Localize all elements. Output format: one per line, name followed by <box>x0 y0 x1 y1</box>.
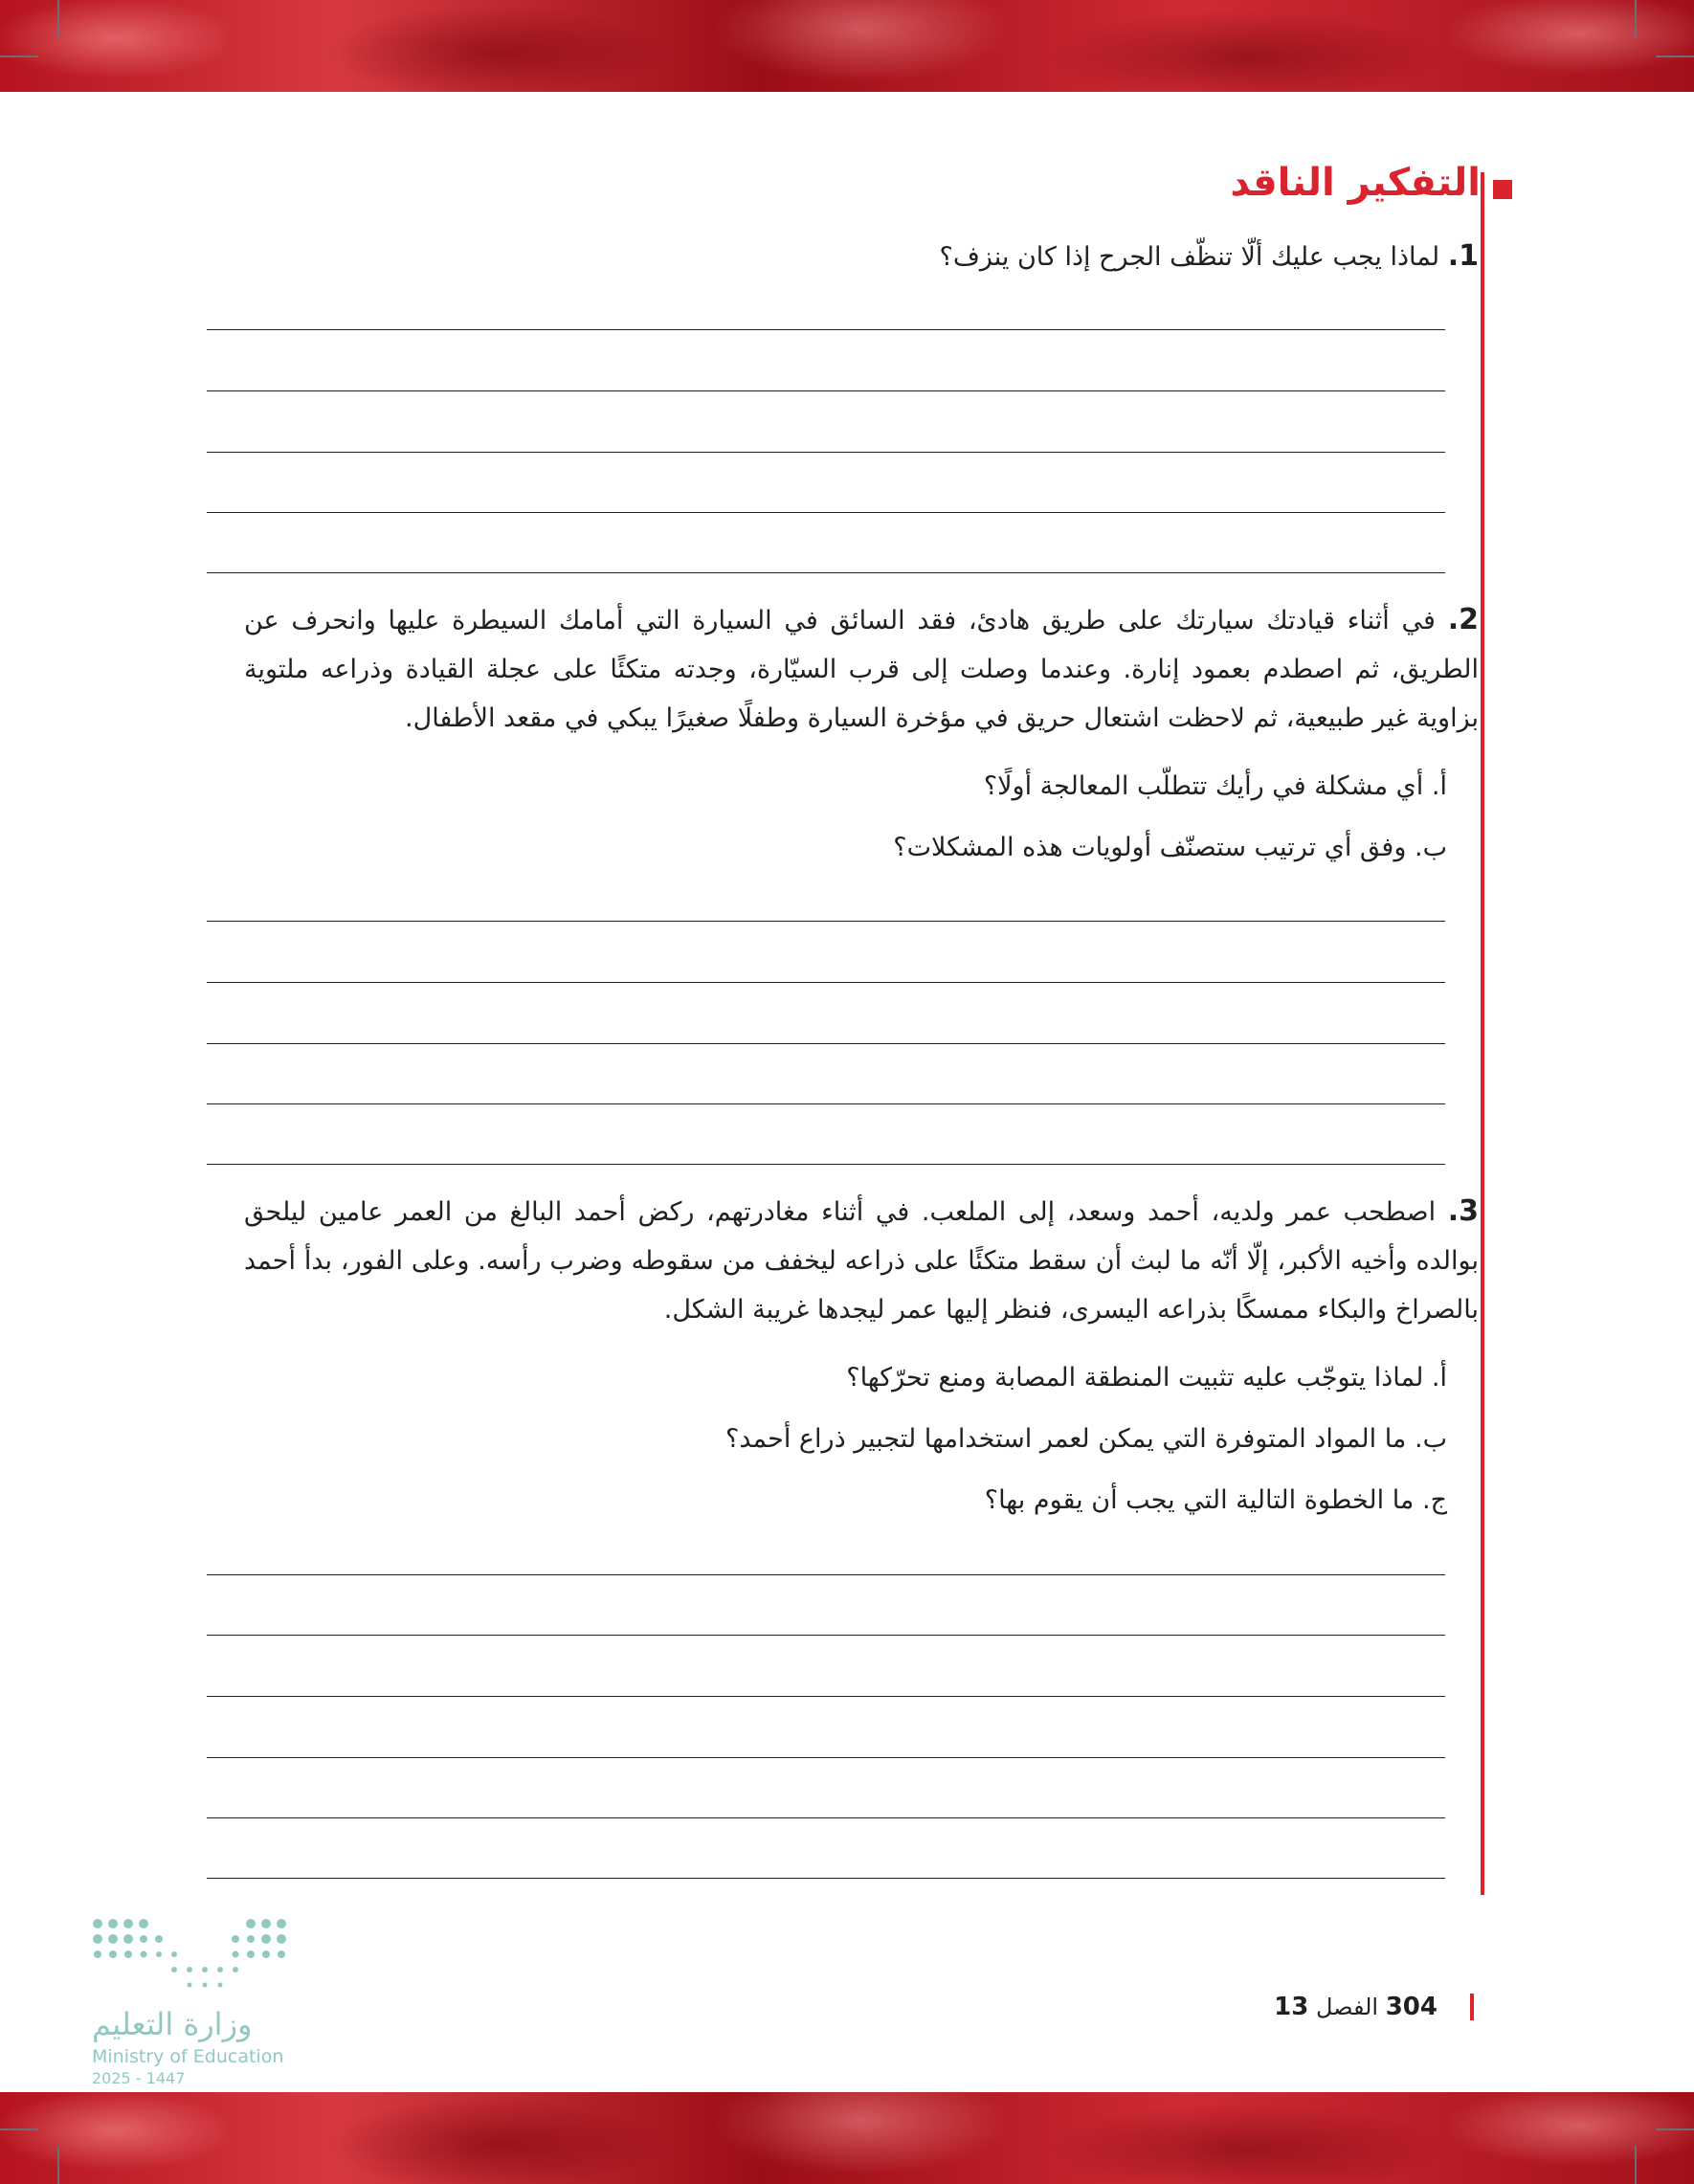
writing-line[interactable] <box>207 329 1445 330</box>
sub-question-label: ب. <box>1414 833 1447 862</box>
writing-line[interactable] <box>207 1574 1445 1575</box>
chapter-label: الفصل <box>1315 1994 1379 2020</box>
question-3 <box>244 1187 1479 1334</box>
sub-question-label: ب. <box>1414 1424 1447 1454</box>
footer-accent-bar <box>1470 1994 1474 2020</box>
question-2 <box>244 595 1479 743</box>
section-title: التفكير الناقد <box>1230 161 1481 205</box>
sub-question-label: أ. <box>1431 1363 1447 1393</box>
sub-question-3b <box>725 1424 1447 1454</box>
writing-line[interactable] <box>207 1103 1445 1104</box>
writing-line[interactable] <box>207 1164 1445 1165</box>
writing-line[interactable] <box>207 1757 1445 1758</box>
writing-line[interactable] <box>207 572 1445 573</box>
ministry-logo <box>90 1914 320 2106</box>
question-number: 2. <box>1447 603 1479 636</box>
sub-question-text: وفق أي ترتيب ستصنّف أولويات هذه المشكلات؟ <box>893 833 1407 862</box>
sub-question-text: أي مشكلة في رأيك تتطلّب المعالجة أولًا؟ <box>983 771 1424 801</box>
sub-question-2b <box>893 833 1447 862</box>
logo-dots-icon <box>90 1914 301 2000</box>
header-decorative-band <box>0 0 1694 92</box>
question-text: في أثناء قيادتك سيارتك على طريق هادئ، فقد السائق في السيارة التي أمامك السيطرة عليها وانحرف عن الطريق، ثم اصطدم بعمود إنارة. وعندما وصلت إلى قرب السيّارة، وجدته متكئًا على عجلة القيادة وذراعه ملتوية بزاوية غير طبيعية، ثم لاحظت اشتعال حريق في مؤخرة السيارة وطفلًا صغيرًا يبكي في مقعد الأطفال. <box>244 606 1479 733</box>
page-footer <box>1274 1993 1438 2021</box>
writing-line[interactable] <box>207 1635 1445 1636</box>
question-text: لماذا يجب عليك ألّا تنظّف الجرح إذا كان ينزف؟ <box>939 242 1440 272</box>
writing-line[interactable] <box>207 982 1445 983</box>
crop-mark <box>1635 0 1637 38</box>
writing-line[interactable] <box>207 921 1445 922</box>
sub-question-label: ج. <box>1421 1485 1447 1515</box>
question-text: اصطحب عمر ولديه، أحمد وسعد، إلى الملعب. في أثناء مغادرتهم، ركض أحمد البالغ من العمر عامين ليلحق بوالده وأخيه الأكبر، إلّا أنّه ما لبث أن سقط متكئًا على ذراعه ليخفف من سقوطه وضرب رأسه. وعلى الفور، بدأ أحمد بالصراخ والبكاء ممسكًا بذراعه اليسرى، فنظر إليها عمر ليجدها غريبة الشكل. <box>244 1197 1479 1325</box>
crop-mark <box>1656 2128 1694 2130</box>
footer-decorative-band <box>0 2092 1694 2184</box>
writing-line[interactable] <box>207 390 1445 391</box>
sub-question-3c <box>985 1485 1447 1515</box>
sub-question-2a <box>984 771 1447 801</box>
question-number: 3. <box>1447 1194 1479 1228</box>
question-number: 1. <box>1447 239 1479 273</box>
writing-line[interactable] <box>207 512 1445 513</box>
sub-question-text: ما الخطوة التالية التي يجب أن يقوم بها؟ <box>984 1485 1415 1515</box>
logo-arabic-text: وزارة التعليم <box>92 2006 253 2042</box>
crop-mark <box>0 56 38 57</box>
writing-line[interactable] <box>207 1817 1445 1818</box>
writing-line[interactable] <box>207 452 1445 453</box>
writing-line[interactable] <box>207 1043 1445 1044</box>
page-number: 304 <box>1385 1993 1438 2021</box>
crop-mark <box>57 2146 59 2184</box>
writing-line[interactable] <box>207 1696 1445 1697</box>
logo-year-text: 2025 - 1447 <box>92 2069 186 2087</box>
logo-english-text: Ministry of Education <box>92 2046 284 2067</box>
crop-mark <box>1656 56 1694 57</box>
question-1 <box>244 232 1479 281</box>
sub-question-3a <box>846 1363 1447 1393</box>
section-square-marker <box>1493 180 1512 199</box>
writing-line[interactable] <box>207 1878 1445 1879</box>
chapter-number: 13 <box>1274 1993 1309 2021</box>
sub-question-text: لماذا يتوجّب عليه تثبيت المنطقة المصابة ومنع تحرّكها؟ <box>846 1363 1424 1393</box>
crop-mark <box>57 0 59 38</box>
crop-mark <box>0 2128 38 2130</box>
sub-question-text: ما المواد المتوفرة التي يمكن لعمر استخدامها لتجبير ذراع أحمد؟ <box>725 1424 1407 1454</box>
section-vertical-rule <box>1481 172 1484 1895</box>
sub-question-label: أ. <box>1431 771 1447 801</box>
crop-mark <box>1635 2146 1637 2184</box>
